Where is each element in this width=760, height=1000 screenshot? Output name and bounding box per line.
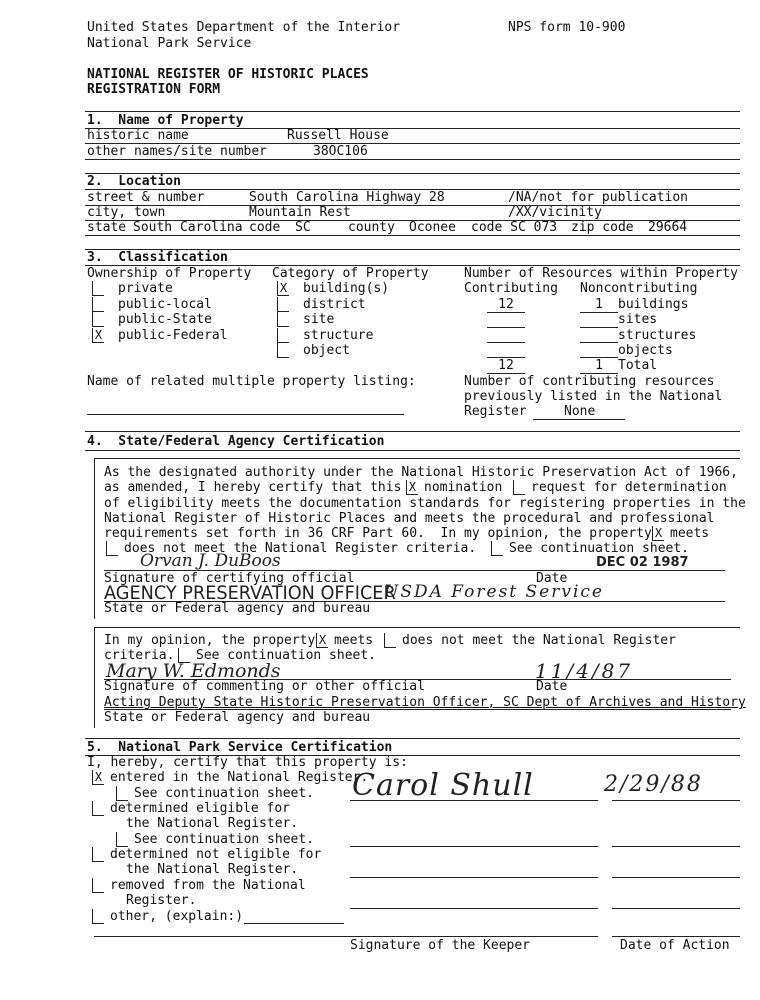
eligible-checkbox[interactable] [92, 801, 104, 816]
state-code-value: SC [295, 220, 311, 235]
section-1-heading: 1. Name of Property [87, 113, 244, 128]
public-state-label: public-State [118, 312, 212, 327]
public-local-label: public-local [118, 297, 212, 312]
other-label: other, (explain:) [110, 909, 244, 924]
keeper-date: 2/29/88 [604, 772, 703, 797]
opinion-line-1a: In my opinion, the property [104, 633, 316, 648]
objects-label: objects [618, 343, 673, 358]
site-checkbox[interactable] [277, 312, 289, 327]
agency-handwritten: USDA Forest Service [384, 582, 604, 602]
agency-label: State or Federal agency and bureau [104, 601, 371, 616]
private-label: private [118, 281, 173, 296]
service-name: National Park Service [87, 36, 252, 51]
removed-label-2: Register. [126, 893, 197, 908]
other-names-value: 38OC106 [313, 144, 368, 159]
eligible-continuation-label: See continuation sheet. [134, 832, 315, 847]
contributing-buildings: 12 [498, 297, 514, 312]
zip-value: 29664 [648, 220, 688, 235]
state-label: state [87, 220, 127, 235]
form-subtitle: REGISTRATION FORM [87, 82, 221, 97]
prev-listed-value: None [564, 404, 596, 419]
public-local-checkbox[interactable] [92, 297, 104, 312]
cert-continuation-checkbox[interactable] [491, 541, 503, 556]
public-federal-checkbox[interactable]: X [92, 328, 104, 343]
state-value: South Carolina [133, 220, 243, 235]
opinion-not-meet-checkbox[interactable] [384, 633, 396, 648]
not-eligible-label: determined not eligible for [110, 847, 322, 862]
street-label: street & number [87, 190, 205, 205]
historic-name-label: historic name [87, 128, 189, 143]
cert-line-2c: request for determination [531, 480, 727, 495]
certifying-signature-label: Signature of certifying official [104, 571, 355, 586]
certifying-date-label: Date [536, 571, 568, 586]
keeper-signature: Carol Shull [352, 768, 534, 803]
eligible-continuation-checkbox[interactable] [116, 832, 128, 847]
nps-intro: I, hereby, certify that this property is: [87, 755, 408, 770]
agency-name: United States Department of the Interior [87, 20, 401, 35]
site-label: site [303, 312, 335, 327]
sites-label: sites [618, 312, 658, 327]
form-number: NPS form 10-900 [508, 20, 626, 35]
noncontributing-label: Noncontributing [580, 281, 698, 296]
request-checkbox[interactable] [513, 480, 525, 495]
entered-continuation-label: See continuation sheet. [134, 786, 315, 801]
other-names-label: other names/site number [87, 144, 268, 159]
opinion-line-1b: meets [334, 633, 374, 648]
street-value: South Carolina Highway 28 [249, 190, 445, 205]
cert-line-3: of eligibility meets the documentation standards for registering properties in the [104, 496, 746, 511]
county-value: Oconee [409, 220, 456, 235]
category-heading: Category of Property [272, 266, 429, 281]
zip-label: zip code [571, 220, 634, 235]
cert-not-meet-checkbox[interactable] [106, 541, 118, 556]
opinion-line-2a: criteria. [104, 648, 175, 663]
not-eligible-checkbox[interactable] [92, 847, 104, 862]
keeper-signature-label: Signature of the Keeper [350, 938, 531, 953]
section-2-heading: 2. Location [87, 174, 181, 189]
entered-label: entered in the National Register. [110, 770, 369, 785]
private-checkbox[interactable] [92, 281, 104, 296]
cert-line-6a: does not meet the National Register criteria. [124, 541, 477, 556]
structure-checkbox[interactable] [277, 328, 289, 343]
resources-heading: Number of Resources within Property [464, 266, 738, 281]
city-value: Mountain Rest [249, 205, 351, 220]
commenting-agency: Acting Deputy State Historic Preservation Officer, SC Dept of Archives and History [104, 695, 746, 710]
other-checkbox[interactable] [92, 909, 104, 924]
prev-listed-label: Register [464, 404, 527, 419]
cert-line-4: National Register of Historic Places and meets the procedural and professional [104, 511, 715, 526]
agency-stamp: AGENCY PRESERVATION OFFICER [104, 582, 396, 604]
not-for-publication: /NA/not for publication [508, 190, 689, 205]
entered-checkbox[interactable]: X [92, 770, 104, 785]
state-code-label: code [249, 220, 281, 235]
cert-line-5a: requirements set forth in 36 CRF Part 60. In my opinion, the property [104, 526, 652, 541]
prev-listed-line2: previously listed in the National [464, 389, 723, 404]
building-checkbox[interactable]: X [277, 281, 289, 296]
contributing-total: 12 [498, 358, 514, 373]
commenting-signature: Mary W. Edmonds [106, 660, 281, 682]
county-code: code SC 073 [471, 220, 558, 235]
certifying-signature: Orvan J. DuBoos [140, 551, 281, 571]
multiple-listing-label: Name of related multiple property listing: [87, 374, 416, 389]
form-title: NATIONAL REGISTER OF HISTORIC PLACES [87, 67, 369, 82]
building-label: building(s) [303, 281, 390, 296]
structures-label: structures [618, 328, 697, 343]
eligible-label: determined eligible for [110, 801, 291, 816]
entered-continuation-checkbox[interactable] [116, 786, 128, 801]
commenting-signature-label: Signature of commenting or other official [104, 679, 425, 694]
noncontributing-total: 1 [595, 358, 603, 373]
buildings-label: buildings [618, 297, 689, 312]
opinion-line-1c: does not meet the National Register [402, 633, 676, 648]
section-5-heading: 5. National Park Service Certification [87, 740, 393, 755]
removed-checkbox[interactable] [92, 878, 104, 893]
opinion-meets-checkbox[interactable]: X [316, 633, 328, 648]
section-4-heading: 4. State/Federal Agency Certification [87, 434, 385, 449]
total-label: Total [618, 358, 658, 373]
district-checkbox[interactable] [277, 297, 289, 312]
commenting-agency-label: State or Federal agency and bureau [104, 710, 371, 725]
noncontributing-buildings: 1 [595, 297, 603, 312]
city-label: city, town [87, 205, 166, 220]
public-federal-label: public-Federal [118, 328, 228, 343]
cert-meets-checkbox[interactable]: X [652, 526, 664, 541]
county-label: county [348, 220, 395, 235]
commenting-date-label: Date [536, 679, 568, 694]
contributing-label: Contributing [464, 281, 558, 296]
not-eligible-label-2: the National Register. [126, 862, 299, 877]
cert-line-2b: nomination [424, 480, 503, 495]
cert-line-6b: See continuation sheet. [509, 541, 690, 556]
object-checkbox[interactable] [277, 343, 289, 358]
section-3-heading: 3. Classification [87, 250, 228, 265]
structure-label: structure [303, 328, 374, 343]
cert-line-5b: meets [670, 526, 710, 541]
date-of-action-label: Date of Action [620, 938, 730, 953]
certification-date-stamp: DEC 02 1987 [596, 555, 689, 570]
historic-name-value: Russell House [287, 128, 389, 143]
cert-line-1: As the designated authority under the National Historic Preservation Act of 1966, [104, 465, 738, 480]
removed-label: removed from the National [110, 878, 306, 893]
cert-line-2a: as amended, I hereby certify that this [104, 480, 402, 495]
district-label: district [303, 297, 366, 312]
prev-listed-line1: Number of contributing resources [464, 374, 715, 389]
opinion-line-2b: See continuation sheet. [196, 648, 377, 663]
object-label: object [303, 343, 350, 358]
nomination-checkbox[interactable]: X [406, 480, 418, 495]
ownership-heading: Ownership of Property [87, 266, 252, 281]
eligible-label-2: the National Register. [126, 816, 299, 831]
commenting-date-value: 11/4/87 [535, 659, 634, 683]
public-state-checkbox[interactable] [92, 312, 104, 327]
vicinity: /XX/vicinity [508, 205, 602, 220]
